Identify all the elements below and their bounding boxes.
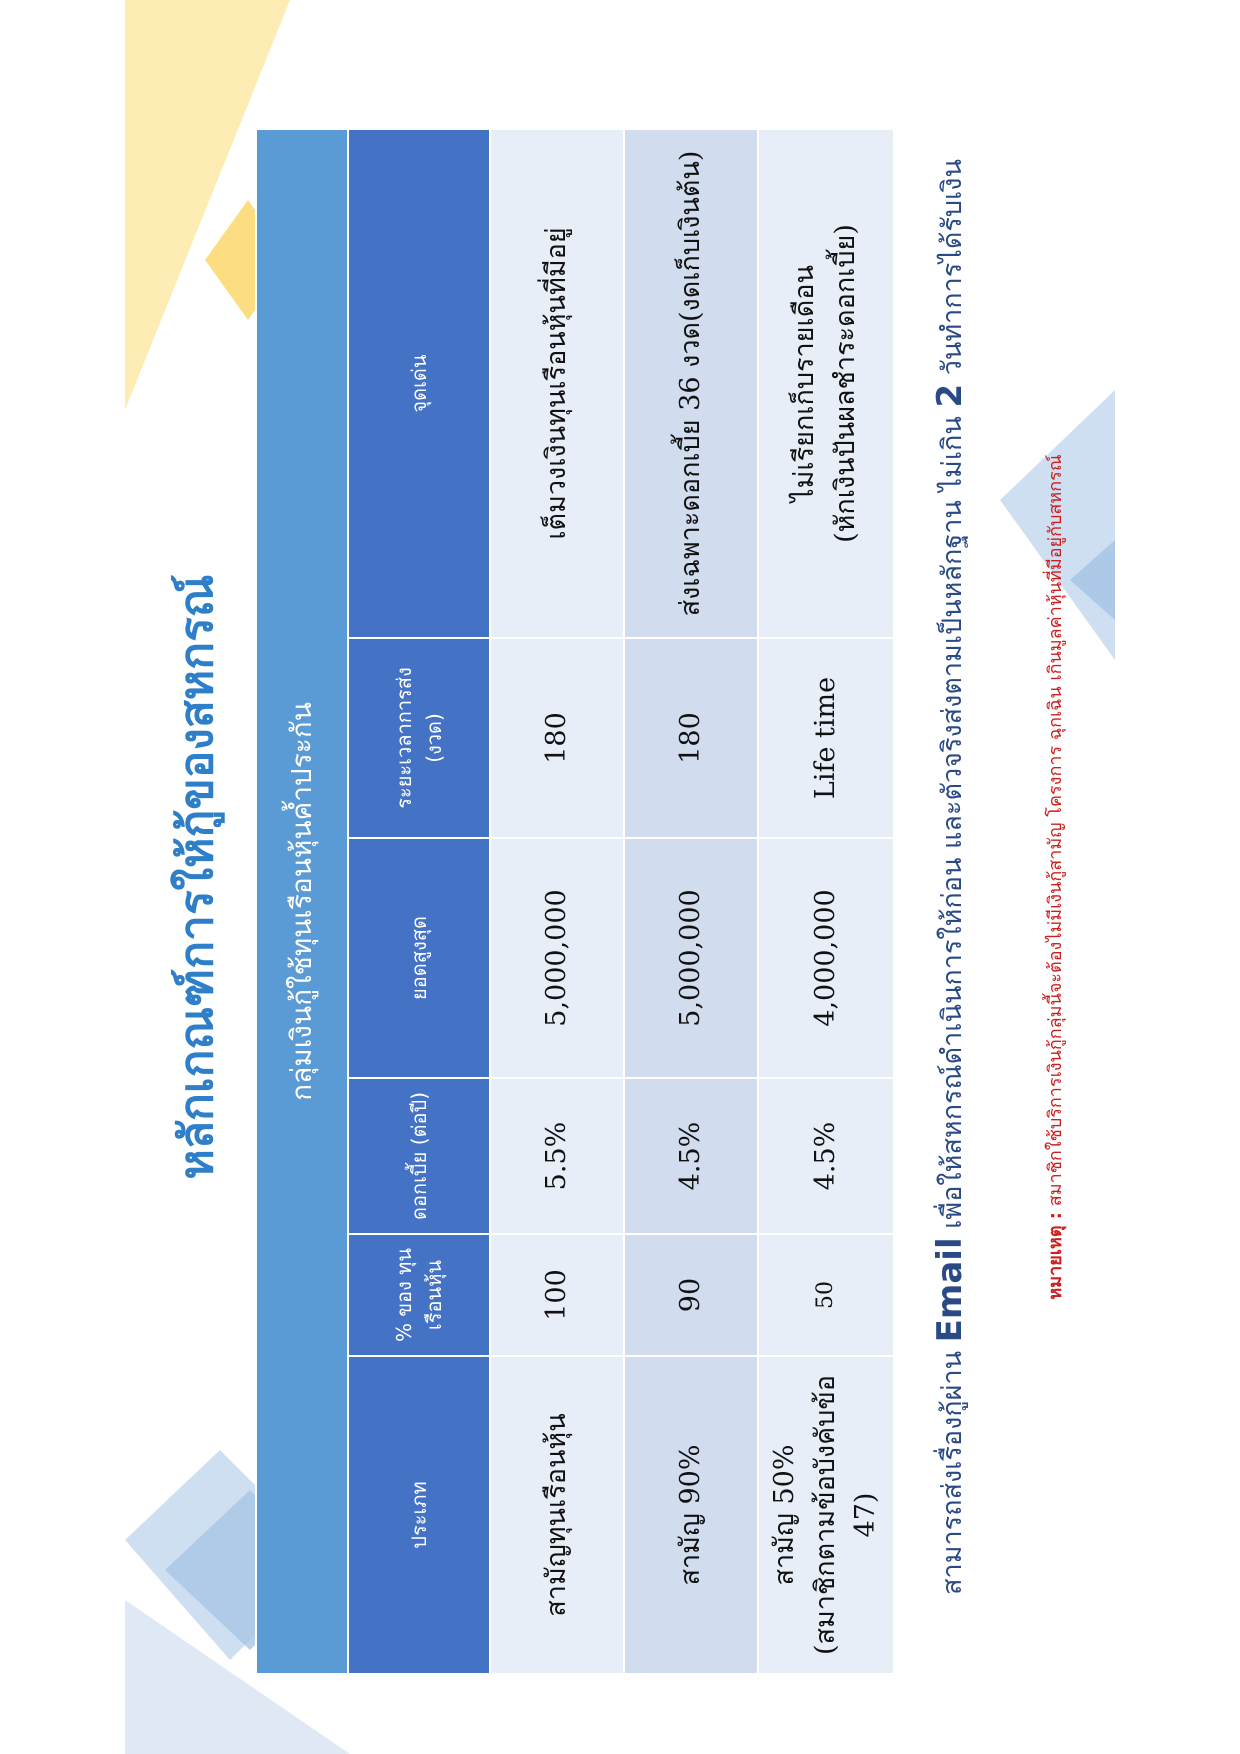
cell-interest: 4.5% [624,1078,758,1234]
remark-text: สมาชิกใช้บริการเงินกู้กลุ่มนี้จะต้องไม่มีเงินกู้สามัญ โครงการ ฉุกเฉิน เกินมูลค่าหุ้นที่มีอยู่กับสหกรณ์ [1045,454,1066,1207]
page-title: หลักเกณฑ์การให้กู้ของสหกรณ์ [169,574,223,1180]
table-row [758,129,894,1674]
cell-percent: 90 [624,1234,758,1356]
cell-type: สามัญ 90% [624,1356,758,1674]
cell-percent: 100 [490,1234,624,1356]
cell-max: 5,000,000 [490,838,624,1078]
column-header-share-percent: % ของ ทุนเรือนหุ้น [348,1234,490,1356]
table-group-header: กลุ่มเงินกู้ใช้ทุนเรือนหุ้นค้ำประกัน [256,129,348,1674]
cell-type: สามัญทุนเรือนหุ้น [490,1356,624,1674]
cell-feature: เต็มวงเงินทุนเรือนหุ้นที่มีอยู่ [490,129,624,638]
cell-interest: 4.5% [758,1078,894,1234]
column-header-period: ระยะเวลาการส่ง (งวด) [348,638,490,838]
info-part1: สามารถส่งเรื่องกู้ผ่าน [937,1350,968,1595]
cell-feature: ส่งเฉพาะดอกเบี้ย 36 งวด(งดเก็บเงินต้น) [624,129,758,638]
info-part2: เพื่อให้สหกรณ์ดำเนินการให้ก่อน และตัวจริงส่งตามเป็นหลักฐาน ไม่เกิน [937,416,968,1229]
cell-period: Life time [758,638,894,838]
cell-percent: 50 [758,1234,894,1356]
column-header-feature: จุดเด่น [348,129,490,638]
remark-label: หมายเหตุ : [1045,1212,1066,1300]
column-header-interest: ดอกเบี้ย (ต่อปี) [348,1078,490,1234]
email-submission-info [930,0,973,1754]
column-header-type: ประเภท [348,1356,490,1674]
column-header-max-amount: ยอดสูงสุด [348,838,490,1078]
days-highlight: 2 [930,383,970,408]
cell-type-line1: สามัญ 50% [769,1444,800,1586]
loan-criteria-table [255,128,895,1675]
info-part3: วันทำการได้รับเงิน [937,159,968,376]
cell-feature-line2: (หักเงินปันผลชำระดอกเบี้ย) [829,224,861,543]
cell-feature-line1: ไม่เรียกเก็บรายเดือน [789,265,821,502]
cell-type [758,1356,894,1674]
cell-feature [758,129,894,638]
cell-max: 5,000,000 [624,838,758,1078]
email-highlight: Email [930,1237,970,1343]
cell-period: 180 [490,638,624,838]
cell-period: 180 [624,638,758,838]
cell-interest: 5.5% [490,1078,624,1234]
cell-max: 4,000,000 [758,838,894,1078]
remark [1040,0,1069,1754]
table-row [490,129,624,1674]
table-row [624,129,758,1674]
cell-type-line2: (สมาชิกตามข้อบังคับข้อ 47) [809,1375,881,1656]
